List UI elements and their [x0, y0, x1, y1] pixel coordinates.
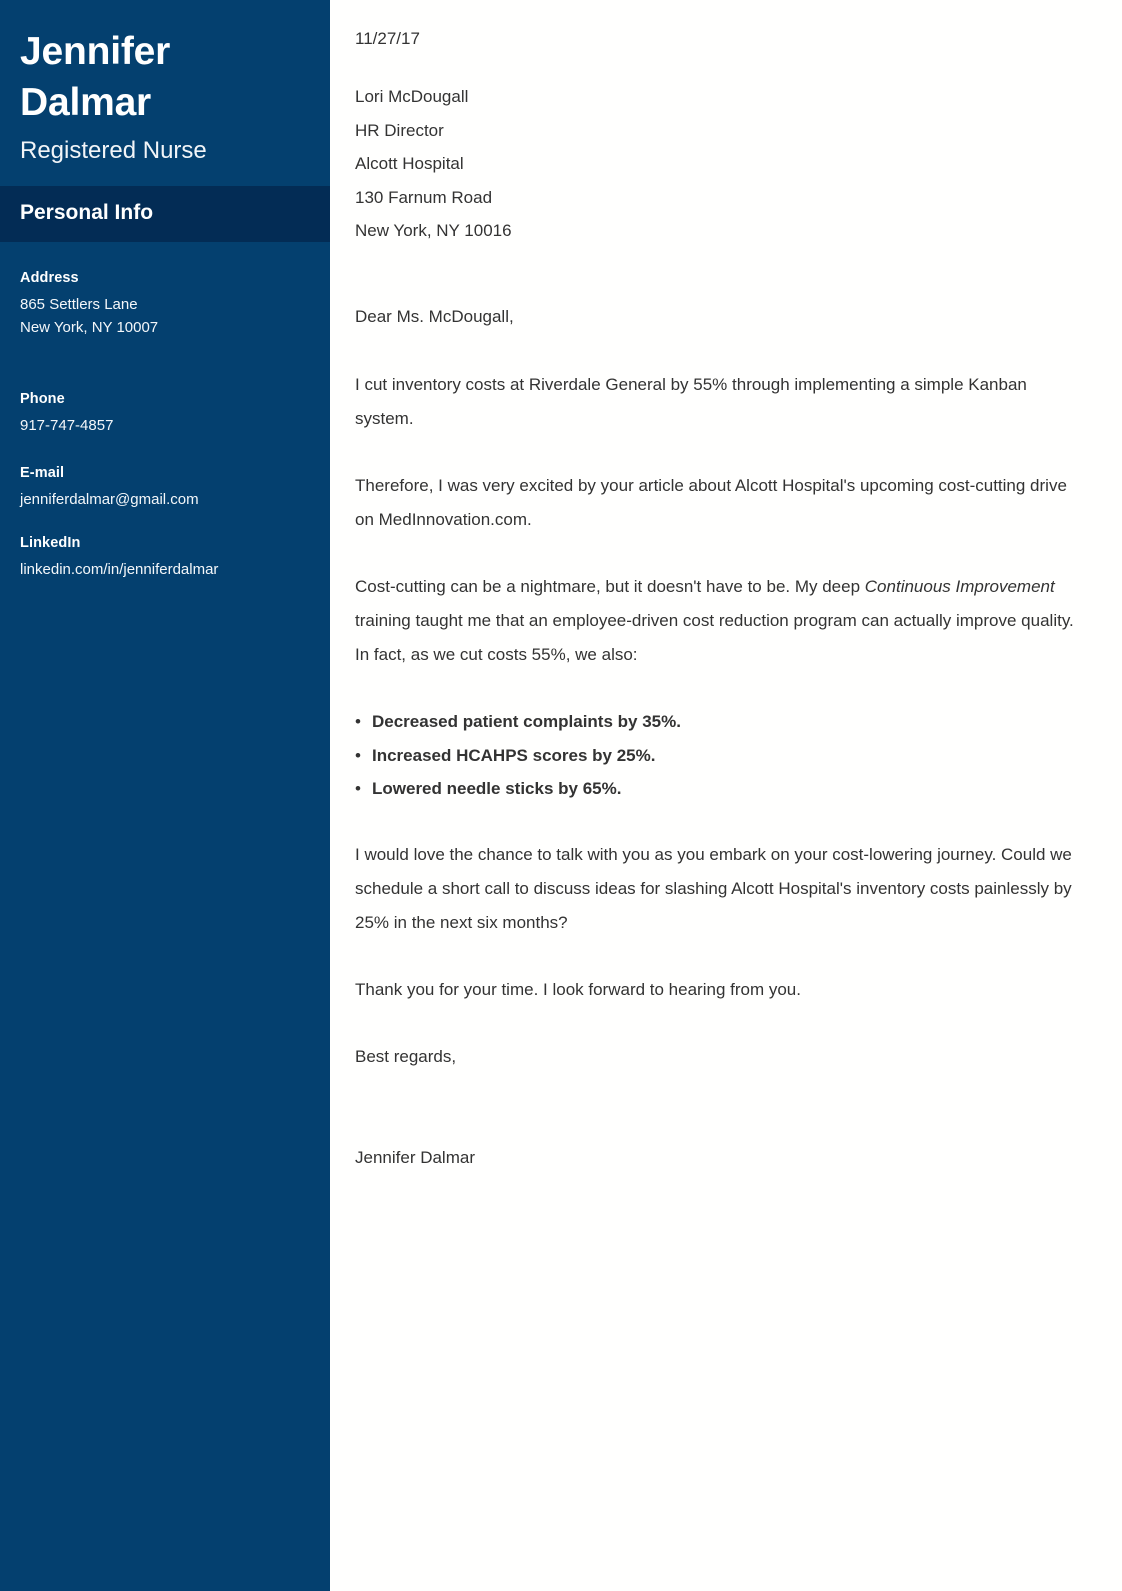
- achievements-list: [355, 705, 1076, 806]
- contact-block-linkedin: [20, 533, 310, 581]
- list-item: • Lowered needle sticks by 65%.: [355, 772, 1076, 806]
- contact-list: [0, 242, 330, 581]
- signature-name: Jennifer Dalmar: [355, 1147, 475, 1167]
- list-item: • Increased HCAHPS scores by 25%.: [355, 739, 1076, 773]
- contact-block-phone: [20, 389, 310, 437]
- paragraph-1: I cut inventory costs at Riverdale General by 55% through implementing a simple Kanban system.: [355, 375, 1027, 428]
- personal-info-section-header: [0, 186, 330, 242]
- contact-block-email: [20, 463, 310, 511]
- letter-date: 11/27/17: [355, 29, 420, 48]
- phone-label: Phone: [20, 391, 65, 407]
- address-label: Address: [20, 270, 79, 286]
- email-value[interactable]: jenniferdalmar@gmail.com: [20, 491, 199, 508]
- personal-info-title: Personal Info: [20, 201, 154, 224]
- recipient-address-block: [355, 80, 1076, 248]
- email-label: E-mail: [20, 465, 65, 481]
- recipient-company: Alcott Hospital: [355, 154, 464, 173]
- linkedin-label: LinkedIn: [20, 535, 81, 551]
- recipient-city-state-zip: New York, NY 10016: [355, 221, 512, 240]
- candidate-job-title: Registered Nurse: [20, 137, 207, 164]
- paragraph-3-text-before: Cost-cutting can be a nightmare, but it doesn't have to be. My deep: [355, 577, 865, 596]
- sidebar-header: [0, 0, 330, 186]
- candidate-first-name: Jennifer: [20, 30, 171, 73]
- address-line-2: New York, NY 10007: [20, 319, 159, 336]
- paragraph-3-emphasis: Continuous Improvement: [864, 577, 1055, 596]
- letter-body: [330, 0, 1122, 1591]
- paragraph-3: [355, 570, 1076, 672]
- recipient-name: Lori McDougall: [355, 87, 469, 106]
- recipient-job-title: HR Director: [355, 120, 444, 140]
- signoff: Best regards,: [355, 1046, 457, 1066]
- salutation: Dear Ms. McDougall,: [355, 306, 514, 326]
- linkedin-value[interactable]: linkedin.com/in/jenniferdalmar: [20, 561, 219, 578]
- paragraph-3-text-after: training taught me that an employee-driven cost reduction program can actually improve quality. In fact, as we cut costs 55%, we also:: [355, 611, 1074, 664]
- list-item: • Decreased patient complaints by 35%.: [355, 705, 1076, 739]
- recipient-street: 130 Farnum Road: [355, 187, 493, 207]
- phone-value[interactable]: 917-747-4857: [20, 417, 114, 434]
- paragraph-4: I would love the chance to talk with you as you embark on your cost-lowering journey. Could we schedule a short call to discuss ideas for slashing Alcott Hospital's inventory costs painlessly by 25% in the next six months?: [355, 844, 1072, 932]
- closing-paragraph: Thank you for your time. I look forward to hearing from you.: [355, 979, 801, 999]
- address-line-1: 865 Settlers Lane: [20, 296, 138, 313]
- candidate-name: [20, 26, 235, 128]
- candidate-last-name: Dalmar: [20, 81, 152, 124]
- sidebar: [0, 0, 330, 1591]
- paragraph-2: Therefore, I was very excited by your article about Alcott Hospital's upcoming cost-cutting drive on MedInnovation.com.: [355, 476, 1067, 529]
- contact-block-address: [20, 268, 310, 339]
